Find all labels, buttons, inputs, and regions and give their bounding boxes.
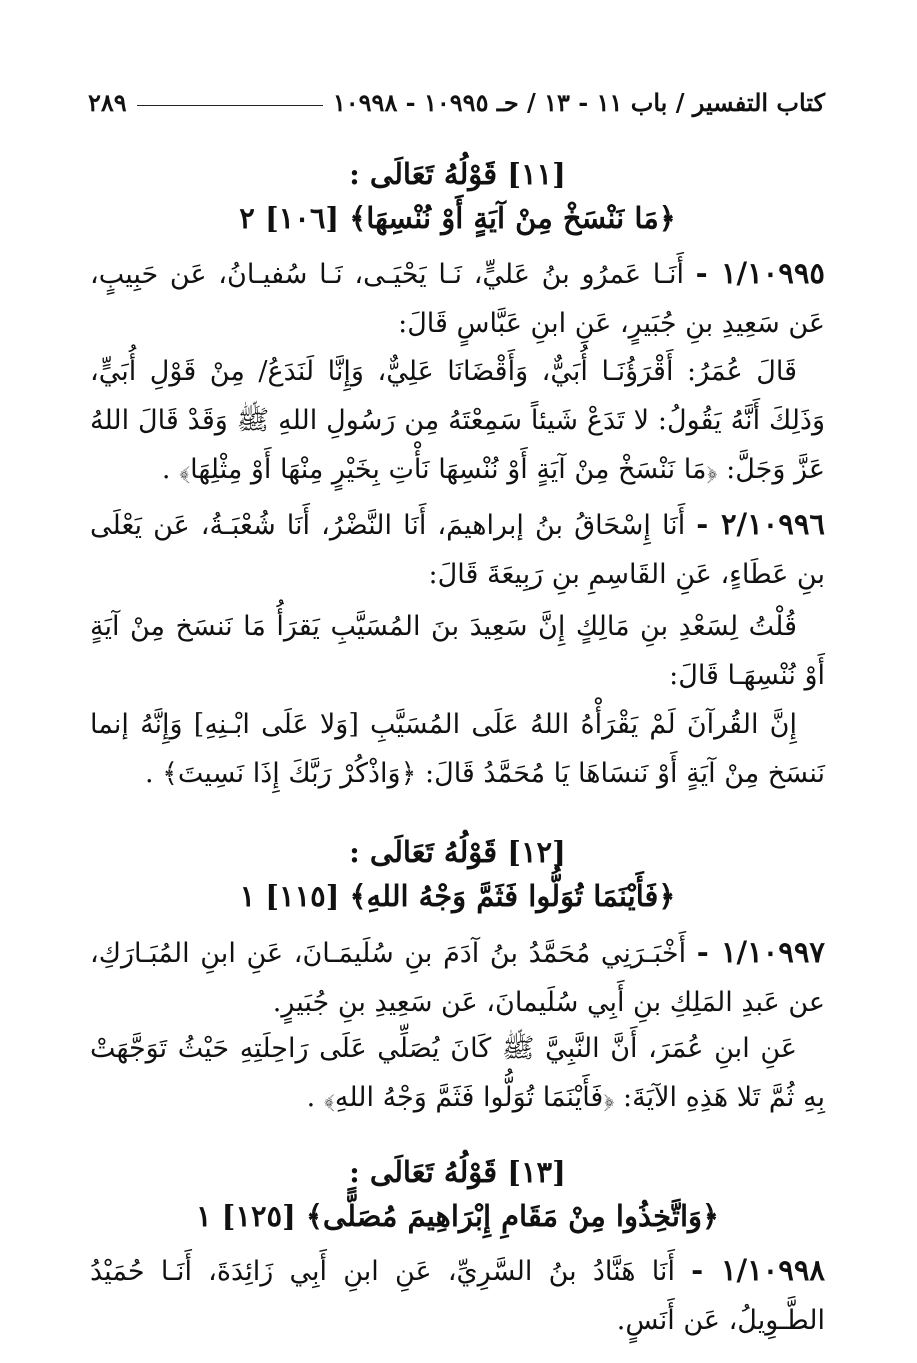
header-rule [137, 105, 323, 106]
isnad-text: أَخْبَـرَنِي مُحَمَّدُ بنُ آدَمَ بنِ سُلَيمَـانَ، عَنِ ابنِ المُبَـارَكِ، عن عَبدِ المَلِكِ بنِ أَبِي سُلَيمانَ، عَن سَعِيدِ بنِ جُبَيرٍ. [90, 938, 825, 1018]
hadith-number: ٢/١٠٩٩٦ - [696, 507, 825, 541]
hadith-matn: عَنِ ابنِ عُمَرَ، أَنَّ النَّبِيَّ ﷺ كَانَ يُصَلِّي عَلَى رَاحِلَتِهِ حَيْثُ تَوَجَّهَتْ بِهِ ثُمَّ تَلا هَذِهِ الآيَةَ: ﴿فَأَيْنَمَا تُوَلُّوا فَثَمَّ وَجْهُ اللهِ﴾ . [90, 1033, 825, 1113]
verse-heading: ﴿مَا نَنْسَخْ مِنْ آيَةٍ أَوْ نُنْسِهَا﴾ [١٠٦] ٢ [239, 201, 676, 235]
hadith-number: ١/١٠٩٩٨ - [691, 1253, 825, 1287]
hadith-isnad [90, 928, 825, 1027]
section-heading: [١٢] قَوْلُهُ تَعَالَى : [349, 835, 566, 869]
hadith-isnad [90, 500, 825, 599]
verse-heading: ﴿وَاتَّخِذُوا مِنْ مَقَامِ إِبْرَاهِيمَ مُصَلًّى﴾ [١٢٥] ١ [195, 1199, 720, 1233]
isnad-text: أَنَا إِسْحَاقُ بنُ إبراهيمَ، أَنَا النَّضْرُ، أَنَا شُعْبَـةُ، عَن يَعْلَى بنِ عَطَاءٍ، عَنِ القَاسِمِ بنِ رَبِيعَةَ قَالَ: [90, 510, 825, 590]
hadith-matn: قَالَ عُمَرُ: أَقْرَؤُنَـا أُبَيٌّ، وَأَقْضَانَا عَلِيٌّ، وَإِنَّا لَنَدَعُ/ مِنْ قَوْلِ أُبَيٍّ، وَذَلِكَ أَنَّهُ يَقُولُ: لا تَدَعْ شَيئاً سَمِعْتَهُ مِن رَسُولِ اللهِ ﷺ وَقَدْ قَالَ اللهُ عَزَّ وَجَلَّ: ﴿مَا نَنْسَخْ مِنْ آيَةٍ أَوْ نُنْسِهَا نَأْتِ بِخَيْرٍ مِنْهَا أَوْ مِثْلِهَا﴾ . [90, 356, 825, 485]
running-header [88, 82, 825, 122]
header-title: كتاب التفسير / باب ١١ - ١٣ / حـ ١٠٩٩٥ - ١٠٩٩٨ [332, 87, 825, 117]
hadith-number: ١/١٠٩٩٥ - [695, 256, 825, 290]
isnad-text: أَنَا هَنَّادُ بنُ السَّرِيِّ، عَنِ ابنِ أَبِي زَائِدَةَ، أَنَـا حُمَيْدُ الطَّـوِيلُ، عَن أَنَسٍ. [90, 1256, 825, 1336]
hadith-number: ١/١٠٩٩٧ - [696, 935, 825, 969]
isnad-text: أَنَـا عَمرُو بنُ عَليٍّ، نَـا يَحْيَـى، نَـا سُفيـانُ، عَن حَبِيبٍ، عَن سَعِيدِ بنِ جُبَيرٍ، عَنِ ابنِ عَبَّاسٍ قَالَ: [90, 259, 825, 339]
verse-heading: ﴿فَأَيْنَمَا تُوَلُّوا فَثَمَّ وَجْهُ اللهِ﴾ [١١٥] ١ [239, 879, 676, 913]
section-heading: [١٣] قَوْلُهُ تَعَالَى : [349, 1155, 566, 1189]
hadith-matn: قُلْتُ لِسَعْدِ بنِ مَالِكٍ إِنَّ سَعِيدَ بنَ المُسَيَّبِ يَقرَأُ مَا نَنسَخ مِنْ آيَةٍ أَوْ نُنْسِهَـا قَالَ: [90, 611, 825, 691]
hadith-matn: إِنَّ القُرآنَ لَمْ يَقْرَأْهُ اللهُ عَلَى المُسَيَّبِ [وَلا عَلَى ابْـنِهِ] وَإِنَّهُ إنما نَنسَخ مِنْ آيَةٍ أَوْ نَنسَاهَا يَا مُحَمَّدُ قَالَ: ﴿وَاذْكُرْ رَبَّكَ إِذَا نَسِيتَ﴾ . [90, 709, 825, 789]
hadith-isnad [90, 1246, 825, 1345]
section-heading: [١١] قَوْلُهُ تَعَالَى : [349, 157, 566, 191]
page-number: ٢٨٩ [88, 87, 127, 117]
hadith-isnad [90, 249, 825, 348]
